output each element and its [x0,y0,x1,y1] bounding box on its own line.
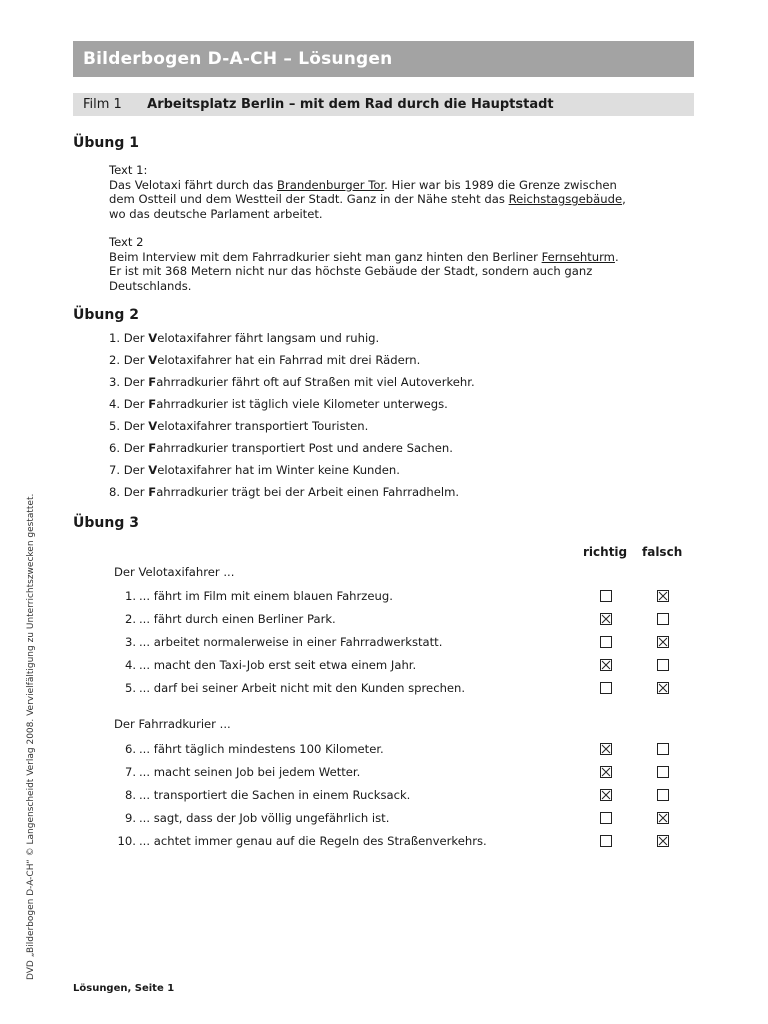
text2-line2: Er ist mit 368 Metern nicht nur das höchste Gebäude der Stadt, sondern auch ganz [109,264,593,278]
text2-line1: Beim Interview mit dem Fahrradkurier sieht man ganz hinten den Berliner Fernsehturm. [109,249,619,264]
falsch-checkbox[interactable] [657,659,669,671]
list-item: 8. Der Fahrradkurier trägt bei der Arbeit einen Fahrradhelm. [109,485,460,499]
text2-label: Text 2 [109,235,144,249]
copyright-note: DVD „Bilderbogen D-A-CH“ © Langenscheidt Verlag 2008. Vervielfältigung zu Unterrichtszwecken gestattet. [26,493,36,980]
column-header-falsch: falsch [642,545,683,559]
page-title: Bilderbogen D-A-CH – Lösungen [73,41,694,77]
list-item: 4. Der Fahrradkurier ist täglich viele Kilometer unterwegs. [109,397,448,411]
falsch-checkbox[interactable] [657,743,669,755]
text2-line3: Deutschlands. [109,278,192,293]
list-item: 5. Der Velotaxifahrer transportiert Touristen. [109,419,369,433]
answer-fernsehturm: Fernsehturm [541,249,615,264]
falsch-checkbox[interactable] [657,812,669,824]
richtig-checkbox[interactable] [600,682,612,694]
film-header [73,93,694,116]
list-item: 1. Der Velotaxifahrer fährt langsam und ruhig. [109,331,380,345]
uebung1-text1 [109,163,694,221]
table-row: 10. ... achtet immer genau auf die Regeln des Straßenverkehrs. [0,834,768,852]
table-row: 2. ... fährt durch einen Berliner Park. [0,612,768,630]
film-title: Arbeitsplatz Berlin – mit dem Rad durch die Hauptstadt [147,97,554,112]
uebung2-heading: Übung 2 [73,307,139,323]
falsch-checkbox[interactable] [657,613,669,625]
table-row: 7. ... macht seinen Job bei jedem Wetter. [0,765,768,783]
richtig-checkbox[interactable] [600,812,612,824]
text1-label: Text 1: [109,163,148,177]
text1-line3: wo das deutsche Parlament arbeitet. [109,206,323,221]
answer-reichstagsgebaeude: Reichstagsgebäude [508,192,623,206]
falsch-checkbox[interactable] [657,789,669,801]
falsch-checkbox[interactable] [657,682,669,694]
uebung1-text2 [109,235,694,293]
richtig-checkbox[interactable] [600,659,612,671]
text1-line1: Das Velotaxi fährt durch das Brandenburger Tor. Hier war bis 1989 die Grenze zwischen [109,177,617,192]
richtig-checkbox[interactable] [600,590,612,602]
table-row: 5. ... darf bei seiner Arbeit nicht mit den Kunden sprechen. [0,681,768,699]
film-number: Film 1 [83,97,122,112]
list-item: 3. Der Fahrradkurier fährt oft auf Straßen mit viel Autoverkehr. [109,375,475,389]
richtig-checkbox[interactable] [600,766,612,778]
list-item: 2. Der Velotaxifahrer hat ein Fahrrad mit drei Rädern. [109,353,421,367]
list-item: 6. Der Fahrradkurier transportiert Post und andere Sachen. [109,441,453,455]
column-header-richtig: richtig [583,545,628,559]
page-footer: Lösungen, Seite 1 [73,983,175,994]
uebung1-heading: Übung 1 [73,135,139,151]
text1-line2: dem Ostteil und dem Westteil der Stadt. Ganz in der Nähe steht das Reichstagsgebäude, [109,192,626,206]
falsch-checkbox[interactable] [657,590,669,602]
table-row: 3. ... arbeitet normalerweise in einer Fahrradwerkstatt. [0,635,768,653]
group-label-velotaxifahrer: Der Velotaxifahrer ... [114,565,235,579]
richtig-checkbox[interactable] [600,636,612,648]
list-item: 7. Der Velotaxifahrer hat im Winter keine Kunden. [109,463,400,477]
table-row: 1. ... fährt im Film mit einem blauen Fahrzeug. [0,589,768,607]
uebung2-list [109,330,475,506]
richtig-checkbox[interactable] [600,835,612,847]
falsch-checkbox[interactable] [657,766,669,778]
table-row: 9. ... sagt, dass der Job völlig ungefährlich ist. [0,811,768,829]
table-row: 8. ... transportiert die Sachen in einem Rucksack. [0,788,768,806]
falsch-checkbox[interactable] [657,835,669,847]
answer-brandenburger-tor: Brandenburger Tor [277,177,385,192]
richtig-checkbox[interactable] [600,789,612,801]
table-row: 4. ... macht den Taxi-Job erst seit etwa einem Jahr. [0,658,768,676]
richtig-checkbox[interactable] [600,613,612,625]
group-label-fahrradkurier: Der Fahrradkurier ... [114,717,231,731]
falsch-checkbox[interactable] [657,636,669,648]
uebung3-heading: Übung 3 [73,515,139,531]
table-row: 6. ... fährt täglich mindestens 100 Kilometer. [0,742,768,760]
richtig-checkbox[interactable] [600,743,612,755]
